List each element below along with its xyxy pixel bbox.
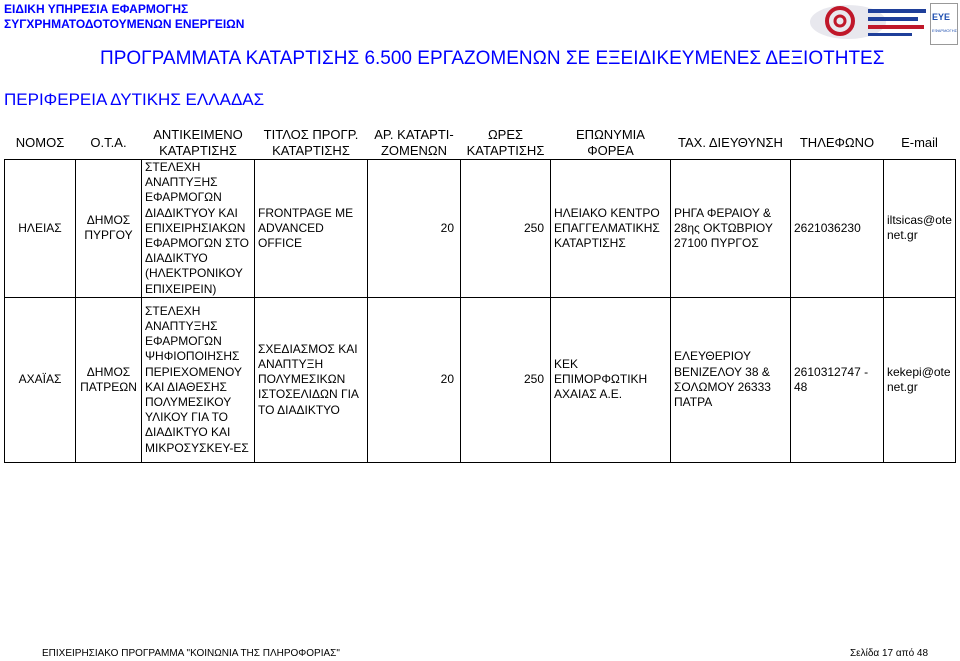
footer-page-number: Σελίδα 17 από 48	[850, 648, 929, 659]
cell-nomos: ΗΛΕΙΑΣ	[5, 160, 76, 298]
header-line-1: ΕΙΔΙΚΗ ΥΠΗΡΕΣΙΑ ΕΦΑΡΜΟΓΗΣ	[4, 2, 189, 16]
cell-ota: ΔΗΜΟΣ ΠΥΡΓΟΥ	[76, 160, 142, 298]
cell-address: ΕΛΕΥΘΕΡΙΟΥ ΒΕΝΙΖΕΛΟΥ 38 & ΣΟΛΩΜΟΥ 26333 ΠΑΤΡΑ	[671, 297, 791, 462]
col-header-titlos: ΤΙΤΛΟΣ ΠΡΟΓΡ. ΚΑΤΑΡΤΙΣΗΣ	[263, 127, 359, 158]
col-header-eponymia: ΕΠΩΝΥΜΙΑ ΦΟΡΕΑ	[576, 127, 645, 158]
cell-ar: 20	[368, 297, 461, 462]
cell-address: ΡΗΓΑ ΦΕΡΑΙΟΥ & 28ης ΟΚΤΩΒΡΙΟΥ 27100 ΠΥΡΓΟΣ	[671, 160, 791, 298]
cell-email: iltsicas@otenet.gr	[884, 160, 956, 298]
cell-ores: 250	[461, 160, 551, 298]
cell-ores: 250	[461, 297, 551, 462]
eye-logo	[930, 3, 958, 43]
table-row	[5, 297, 956, 462]
cell-antikeimeno: ΣΤΕΛΕΧΗ ΑΝΑΠΤΥΞΗΣ ΕΦΑΡΜΟΓΩΝ ΔΙΑΔΙΚΤΥΟΥ ΚΑΙ ΕΠΙΧΕΙΡΗΣΙΑΚΩΝ ΕΦΑΡΜΟΓΩΝ ΣΤΟ ΔΙΑΔΙΚΤΥΟ (ΗΛΕΚΤΡΟΝΙΚΟΥ ΕΠΙΧΕΙΡΕΙΝ)	[142, 160, 255, 298]
col-header-ar: ΑΡ. ΚΑΤΑΡΤΙ- ΖΟΜΕΝΩΝ	[374, 127, 454, 158]
cell-phone: 2610312747 - 48	[791, 297, 884, 462]
cell-eponymia: ΚΕΚ ΕΠΙΜΟΡΦΩΤΙΚΗ ΑΧΑΙΑΣ Α.Ε.	[551, 297, 671, 462]
eye-logo-text: ΕΥΕ	[932, 12, 951, 22]
col-header-address: ΤΑΧ. ΔΙΕΥΘΥΝΣΗ	[678, 135, 783, 150]
col-header-email: E-mail	[901, 135, 938, 150]
footer-program: ΕΠΙΧΕΙΡΗΣΙΑΚΟ ΠΡΟΓΡΑΜΜΑ "ΚΟΙΝΩΝΙΑ ΤΗΣ ΠΛΗΡΟΦΟΡΙΑΣ"	[42, 648, 340, 659]
at-sign-logo	[808, 3, 928, 41]
table-header-row	[5, 127, 956, 160]
cell-eponymia: ΗΛΕΙΑΚΟ ΚΕΝΤΡΟ ΕΠΑΓΓΕΛΜΑΤΙΚΗΣ ΚΑΤΑΡΤΙΣΗΣ	[551, 160, 671, 298]
col-header-phone: ΤΗΛΕΦΩΝΟ	[799, 135, 875, 150]
cell-titlos: FRONTPAGE ΜΕ ADVANCED OFFICE	[255, 160, 368, 298]
cell-phone: 2621036230	[791, 160, 884, 298]
col-header-ores: ΩΡΕΣ ΚΑΤΑΡΤΙΣΗΣ	[466, 127, 545, 158]
cell-antikeimeno: ΣΤΕΛΕΧΗ ΑΝΑΠΤΥΞΗΣ ΕΦΑΡΜΟΓΩΝ ΨΗΦΙΟΠΟΙΗΣΗΣ ΠΕΡΙΕΧΟΜΕΝΟΥ ΚΑΙ ΔΙΑΘΕΣΗΣ ΠΟΛΥΜΕΣΙΚΟΥ ΥΛΙΚΟΥ ΓΙΑ ΤΟ ΔΙΑΔΙΚΤΥΟ ΚΑΙ ΜΙΚΡΟΣΥΣΚΕΥ-ΕΣ	[142, 297, 255, 462]
cell-ota: ΔΗΜΟΣ ΠΑΤΡΕΩΝ	[76, 297, 142, 462]
programs-table	[4, 127, 956, 463]
eye-logo-subtext: ΕΦΑΡΜΟΓΗΣ	[932, 28, 958, 33]
cell-nomos: ΑΧΑΪΑΣ	[5, 297, 76, 462]
col-header-antikeimeno: ΑΝΤΙΚΕΙΜΕΝΟ ΚΑΤΑΡΤΙΣΗΣ	[153, 127, 243, 158]
page-title: ΠΡΟΓΡΑΜΜΑΤΑ ΚΑΤΑΡΤΙΣΗΣ 6.500 ΕΡΓΑΖΟΜΕΝΩΝ ΣΕ ΕΞΕΙΔΙΚΕΥΜΕΝΕΣ ΔΕΞΙΟΤΗΤΕΣ	[100, 48, 885, 69]
region-title: ΠΕΡΙΦΕΡΕΙΑ ΔΥΤΙΚΗΣ ΕΛΛΑΔΑΣ	[4, 90, 265, 109]
table-row	[5, 160, 956, 298]
header-line-2: ΣΥΓΧΡΗΜΑΤΟΔΟΤΟΥΜΕΝΩΝ ΕΝΕΡΓΕΙΩΝ	[4, 17, 245, 31]
cell-email: kekepi@otenet.gr	[884, 297, 956, 462]
col-header-nomos: ΝΟΜΟΣ	[15, 135, 65, 150]
col-header-ota: Ο.Τ.Α.	[90, 135, 127, 150]
cell-ar: 20	[368, 160, 461, 298]
cell-titlos: ΣΧΕΔΙΑΣΜΟΣ ΚΑΙ ΑΝΑΠΤΥΞΗ ΠΟΛΥΜΕΣΙΚΩΝ ΙΣΤΟΣΕΛΙΔΩΝ ΓΙΑ ΤΟ ΔΙΑΔΙΚΤΥΟ	[255, 297, 368, 462]
